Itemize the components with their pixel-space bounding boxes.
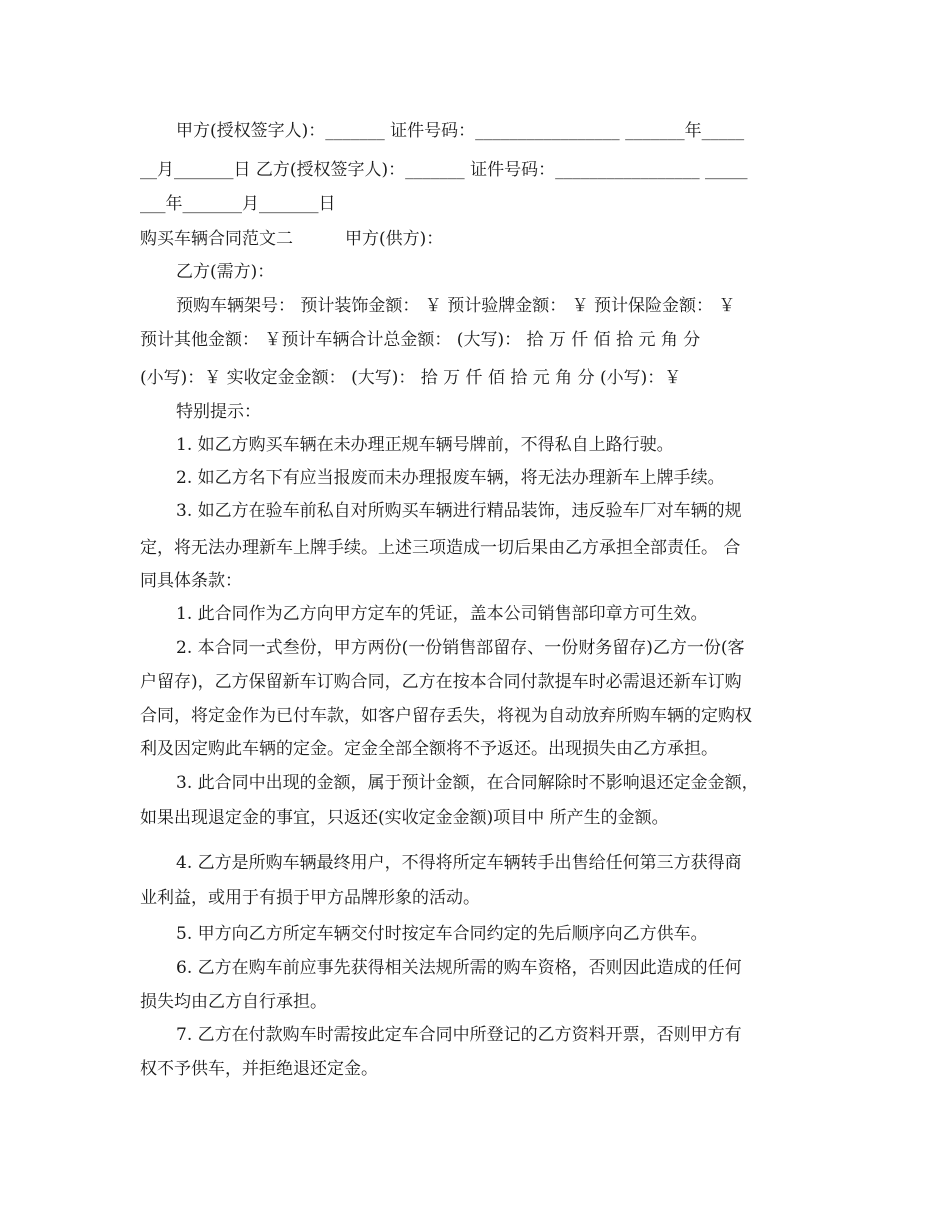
- clause-line: 1. 此合同作为乙方向甲方定车的凭证，盖本公司销售部印章方可生效。: [176, 604, 708, 624]
- clause-line: 7. 乙方在付款购车时需按此定车合同中所登记的乙方资料开票，否则甲方有: [176, 1025, 742, 1045]
- party-b-label: 乙方(需方)：: [176, 262, 275, 282]
- clause-line: 3. 此合同中出现的金额，属于预计金额，在合同解除时不影响退还定金金额，: [176, 773, 759, 793]
- contract-heading: 购买车辆合同范文二: [140, 229, 293, 249]
- clause-line: 利及因定购此车辆的定金。定金全部全额将不予返还。出现损失由乙方承担。: [140, 739, 718, 759]
- clause-line: 业利益，或用于有损于甲方品牌形象的活动。: [140, 888, 480, 908]
- signature-line-3: ___年_______月_______日: [140, 194, 336, 214]
- party-a-label: 甲方(供方)：: [345, 229, 444, 249]
- signature-line-2: __月_______日 乙方(授权签字人)：_______ 证件号码：_________________ _____: [140, 160, 748, 180]
- amount-line-1: 预购车辆架号： 预计装饰金额： ￥ 预计验牌金额： ￥ 预计保险金额： ￥: [176, 296, 736, 316]
- notice-line: 同具体条款：: [140, 571, 242, 591]
- clause-line: 5. 甲方向乙方所定车辆交付时按定车合同约定的先后顺序向乙方供车。: [176, 924, 708, 944]
- clause-line: 合同，将定金作为已付车款，如客户留存丢失，将视为自动放弃所购车辆的定购权: [140, 706, 752, 726]
- clause-line: 如果出现退定金的事宜，只返还(实收定金金额)项目中 所产生的金额。: [140, 808, 669, 828]
- clause-line: 损失均由乙方自行承担。: [140, 992, 327, 1012]
- clause-line: 户留存)，乙方保留新车订购合同，乙方在按本合同付款提车时必需退还新车订购: [140, 672, 742, 692]
- notice-line: 2. 如乙方名下有应当报废而未办理报废车辆，将无法办理新车上牌手续。: [176, 468, 725, 488]
- clause-line: 权不予供车，并拒绝退还定金。: [140, 1059, 378, 1079]
- signature-line-1: 甲方(授权签字人)：_______ 证件号码：_________________ _______年_____: [176, 121, 745, 141]
- notice-line: 3. 如乙方在验车前私自对所购买车辆进行精品装饰，违反验车厂对车辆的规: [176, 501, 742, 521]
- amount-line-2: 预计其他金额： ￥预计车辆合计总金额： (大写)： 拾 万 仟 佰 拾 元 角 分: [140, 330, 701, 350]
- amount-line-3: (小写)：￥ 实收定金金额： (大写)： 拾 万 仟 佰 拾 元 角 分 (小写)：￥: [140, 368, 682, 388]
- notice-line: 1. 如乙方购买车辆在未办理正规车辆号牌前，不得私自上路行驶。: [176, 435, 674, 455]
- notice-title: 特别提示：: [176, 402, 261, 422]
- clause-line: 2. 本合同一式叁份，甲方两份(一份销售部留存、一份财务留存)乙方一份(客: [176, 638, 745, 658]
- notice-line: 定，将无法办理新车上牌手续。上述三项造成一切后果由乙方承担全部责任。 合: [140, 538, 741, 558]
- clause-line: 6. 乙方在购车前应事先获得相关法规所需的购车资格，否则因此造成的任何: [176, 958, 742, 978]
- clause-line: 4. 乙方是所购车辆最终用户，不得将所定车辆转手出售给任何第三方获得商: [176, 853, 742, 873]
